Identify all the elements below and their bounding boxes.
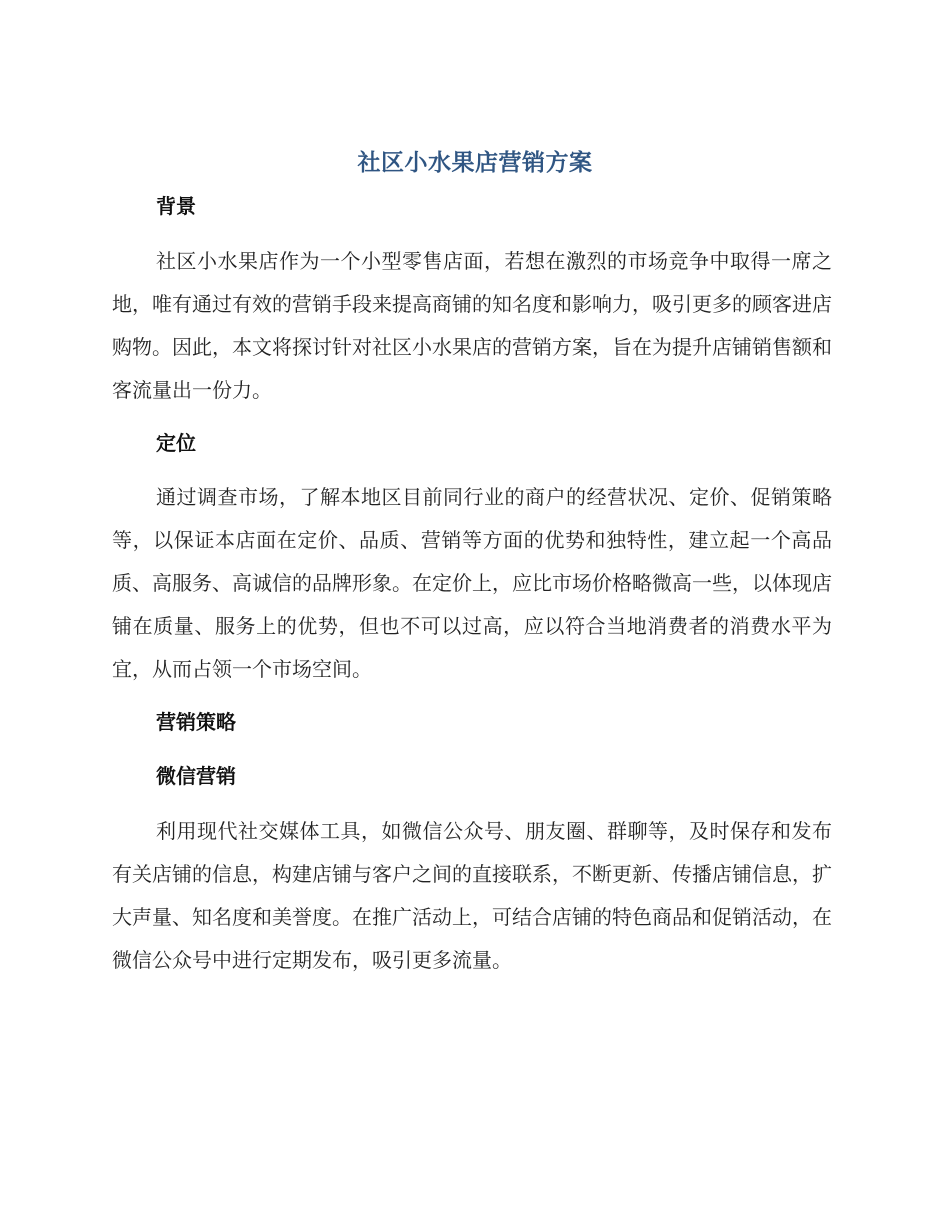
section-paragraph-background: 社区小水果店作为一个小型零售店面，若想在激烈的市场竞争中取得一席之地，唯有通过有效的营销手段来提高商铺的知名度和影响力，吸引更多的顾客进店购物。因此，本文将探讨针对社区小水果店的营销方案，旨在为提升店铺销售额和客流量出一份力。 bbox=[112, 249, 832, 402]
section-heading-background: 背景 bbox=[156, 194, 196, 218]
section-heading-positioning: 定位 bbox=[156, 431, 196, 455]
section-paragraph-positioning: 通过调查市场，了解本地区目前同行业的商户的经营状况、定价、促销策略等，以保证本店面在定价、品质、营销等方面的优势和独特性，建立起一个高品质、高服务、高诚信的品牌形象。在定价上，应比市场价格略微高一些，以体现店铺在质量、服务上的优势，但也不可以过高，应以符合当地消费者的消费水平为宜，从而占领一个市场空间。 bbox=[112, 485, 832, 681]
section-heading-marketing-strategy: 营销策略 bbox=[156, 710, 236, 734]
section-paragraph-wechat-marketing: 利用现代社交媒体工具，如微信公众号、朋友圈、群聊等，及时保存和发布有关店铺的信息，构建店铺与客户之间的直接联系，不断更新、传播店铺信息，扩大声量、知名度和美誉度。在推广活动上，可结合店铺的特色商品和促销活动，在微信公众号中进行定期发布，吸引更多流量。 bbox=[112, 819, 832, 972]
document-title: 社区小水果店营销方案 bbox=[357, 150, 593, 176]
section-heading-wechat-marketing: 微信营销 bbox=[156, 764, 236, 788]
